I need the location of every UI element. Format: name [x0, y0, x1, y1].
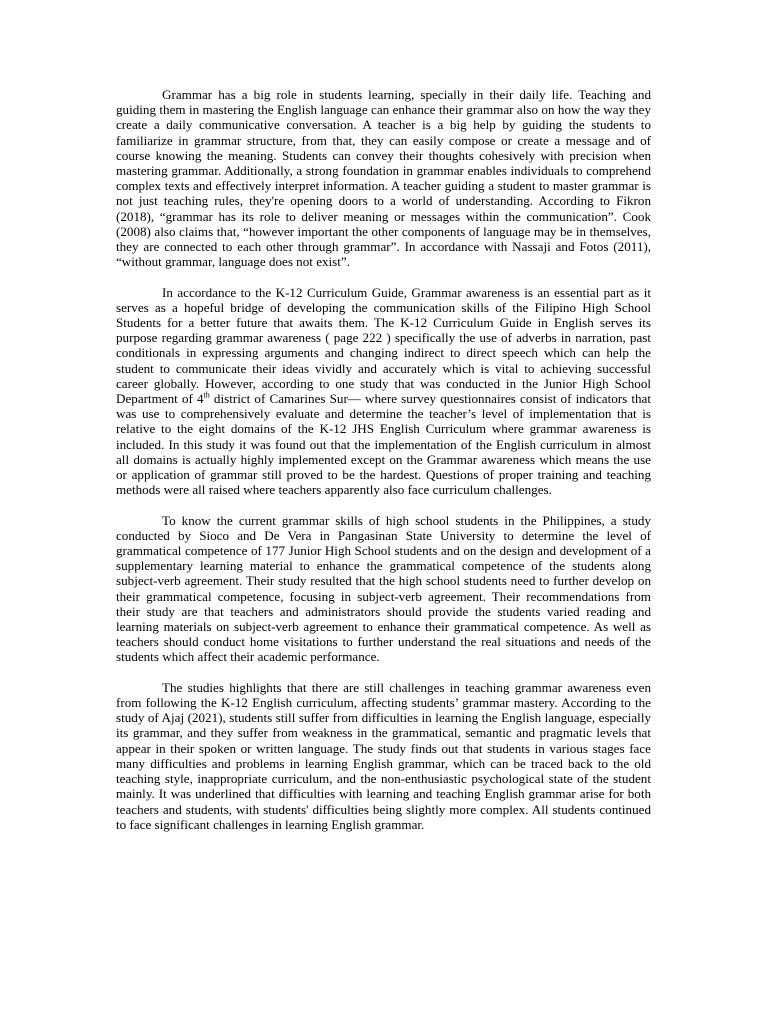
paragraph-k12-curriculum — [116, 285, 651, 498]
paragraph-philippines-study: To know the current grammar skills of high school students in the Philippines, a study conducted by Sioco and De Vera in Pangasinan State University to determine the level of grammatical competence of 177 Junior High School students and on the design and development of a supplementary learning material to enhance the grammatical competence of the students along subject-verb agreement. Their study resulted that the high school students need to further develop on their grammatical competence, focusing in subject-verb agreement. Their recommendations from their study are that teachers and administrators should provide the students varied reading and learning materials on subject-verb agreement to enhance their grammatical competence. As well as teachers should conduct home visitations to further understand the real situations and needs of the students which affect their academic performance. — [116, 512, 651, 665]
paragraph-grammar-role: Grammar has a big role in students learning, specially in their daily life. Teaching and guiding them in mastering the English language can enhance their grammar also on how the way they create a daily communicative conversation. A teacher is a big help by guiding the students to familiarize in grammar structure, from that, they can easily compose or create a message and of course knowing the meaning. Students can convey their thoughts cohesively with precision when mastering grammar. Additionally, a strong foundation in grammar enables individuals to comprehend complex texts and effectively interpret information. A teacher guiding a student to master grammar is not just teaching rules, they're opening doors to a world of understanding. According to Fikron (2018), “grammar has its role to deliver meaning or messages within the communication”. Cook (2008) also claims that, “however important the other components of language may be in themselves, they are connected to each other through grammar”. In accordance with Nassaji and Fotos (2011), “without grammar, language does not exist”. — [116, 87, 651, 270]
paragraph-k12-text-start: In accordance to the K-12 Curriculum Guide, Grammar awareness is an essential part as it serves as a hopeful bridge of developing the communication skills of the Filipino High School Students for a better future that awaits them. The K-12 Curriculum Guide in English serves its purpose regarding grammar awareness ( page 222 ) specifically the use of adverbs in narration, past conditionals in expressing arguments and changing indirect to direct speech which can help the student to communicate their ideas vividly and accurately which is vital to achieving successful career globally. However, according to one study that was conducted in the Junior High School Department of 4 — [116, 284, 651, 407]
document-body — [116, 87, 651, 832]
ordinal-superscript: th — [203, 390, 210, 400]
paragraph-challenges: The studies highlights that there are still challenges in teaching grammar awareness even from following the K-12 English curriculum, affecting students’ grammar mastery. According to the study of Ajaj (2021), students still suffer from difficulties in learning the English language, especially its grammar, and they suffer from weakness in the grammatical, semantic and pragmatic levels that appear in their spoken or written language. The study finds out that students in various stages face many difficulties and problems in learning English grammar, which can be traced back to the old teaching style, inappropriate curriculum, and the non-enthusiastic psychological state of the student mainly. It was underlined that difficulties with learning and teaching English grammar arise for both teachers and students, with students' difficulties being slightly more complex. All students continued to face significant challenges in learning English grammar. — [116, 679, 651, 832]
paragraph-k12-text-end: district of Camarines Sur— where survey questionnaires consist of indicators that was use to comprehensively evaluate and determine the teacher’s level of implementation that is relative to the eight domains of the K-12 JHS English Curriculum where grammar awareness is included. In this study it was found out that the implementation of the English curriculum in almost all domains is actually highly implemented except on the Grammar awareness which means the use or application of grammar still proved to be the hardest. Questions of proper training and teaching methods were all raised where teachers apparently also face curriculum challenges. — [116, 391, 651, 498]
